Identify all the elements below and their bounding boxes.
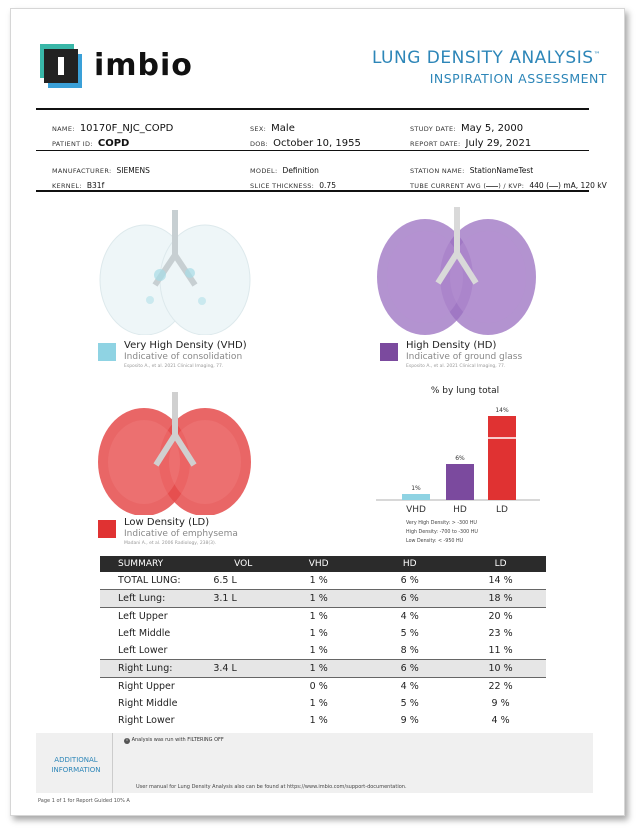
summary-header-hd: HD — [364, 556, 455, 572]
summary-cell: Left Middle — [118, 628, 171, 639]
summary-row — [100, 608, 546, 626]
summary-cell: 9 % — [491, 698, 510, 709]
hd-legend-title: High Density (HD) — [406, 340, 497, 351]
summary-cell: 4 % — [491, 715, 510, 726]
density-bar-chart — [370, 400, 570, 550]
summary-row — [100, 625, 546, 642]
summary-cell: 1 % — [273, 590, 364, 608]
summary-cell: Left Lung: — [100, 590, 213, 608]
study-date-row: STUDY DATE: May 5, 2000 — [410, 123, 524, 134]
summary-header-vol: VOL — [213, 556, 273, 572]
summary-cell: 1 % — [309, 698, 328, 709]
hd-legend-swatch — [380, 343, 398, 361]
manual-note: User manual for Lung Density Analysis also can be found at https://www.imbio.com/support-documentation. — [136, 784, 407, 790]
scan-rule — [36, 190, 589, 192]
vhd-legend-swatch — [98, 343, 116, 361]
summary-cell: 22 % — [488, 681, 513, 692]
summary-cell: 6 % — [364, 660, 455, 678]
ld-lung-image — [92, 390, 257, 515]
summary-cell — [213, 608, 273, 626]
summary-cell: 4 % — [400, 681, 419, 692]
summary-row — [100, 678, 546, 696]
summary-row — [100, 590, 546, 608]
summary-row — [100, 572, 546, 590]
summary-cell: Right Lung: — [100, 660, 213, 678]
summary-cell: 6 % — [364, 590, 455, 608]
summary-cell — [213, 695, 273, 712]
summary-cell: 1 % — [309, 645, 328, 656]
patient-id-row: PATIENT ID: COPD — [52, 138, 130, 149]
patient-dob-row: DOB: October 10, 1955 — [250, 138, 361, 149]
vhd-legend-cite: Esposito A., et al. 2021 Clinical Imaging, 77. — [124, 364, 224, 369]
bar-value-label: 14% — [495, 407, 509, 414]
summary-header-vhd: VHD — [273, 556, 364, 572]
additional-info-label: ADDITIONAL INFORMATION — [51, 756, 101, 774]
summary-cell: 8 % — [400, 645, 419, 656]
patient-name-row: NAME: 10170F_NJC_COPD — [52, 123, 174, 134]
tube-row: TUBE CURRENT AVG ( ) / KVP: 440 ( ) mA, 120 kV — [410, 181, 607, 190]
summary-row — [100, 642, 546, 660]
summary-header-summary: SUMMARY — [100, 556, 213, 572]
hd-lung-image — [370, 205, 540, 335]
summary-table — [100, 556, 546, 729]
summary-cell: 1 % — [309, 575, 328, 586]
imbio-logo-icon — [40, 44, 84, 88]
slice-row: SLICE THICKNESS: 0.75 — [250, 181, 336, 190]
vhd-lung-image — [90, 205, 260, 335]
summary-cell — [213, 712, 273, 729]
summary-cell: 6.5 L — [213, 575, 237, 586]
summary-row — [100, 712, 546, 729]
summary-cell: Right Middle — [118, 698, 178, 709]
summary-cell: 14 % — [488, 575, 513, 586]
filter-note: i Analysis was run with FILTERING OFF — [124, 737, 224, 744]
report-title: LUNG DENSITY ANALYSIS™ — [371, 48, 601, 68]
hd-legend-sub: Indicative of ground glass — [406, 352, 523, 362]
summary-cell — [213, 625, 273, 642]
ld-legend-cite: Madani A., et al. 2006 Radiology, 238(3). — [124, 541, 217, 546]
vhd-legend-title: Very High Density (VHD) — [124, 340, 247, 351]
summary-cell: 1 % — [309, 628, 328, 639]
summary-row — [100, 660, 546, 678]
summary-cell: 5 % — [400, 698, 419, 709]
info-icon: i — [124, 738, 130, 744]
chart-title: % by lung total — [430, 386, 500, 396]
summary-cell: 3.1 L — [213, 590, 273, 608]
chart-note: High Density: -700 to -300 HU — [406, 530, 478, 535]
chart-note: Low Density: < -950 HU — [406, 539, 464, 544]
header-rule — [36, 108, 589, 110]
summary-row — [100, 695, 546, 712]
bar-hd — [446, 464, 474, 500]
bar-category-label: LD — [496, 505, 508, 515]
summary-cell: 4 % — [400, 611, 419, 622]
summary-cell: 18 % — [455, 590, 546, 608]
summary-cell: 0 % — [309, 681, 328, 692]
ld-legend-title: Low Density (LD) — [124, 517, 210, 528]
bar-category-label: VHD — [406, 505, 426, 515]
summary-cell: 1 % — [309, 715, 328, 726]
summary-cell: 9 % — [400, 715, 419, 726]
hd-legend-cite: Esposito A., et al. 2021 Clinical Imaging, 77. — [406, 364, 506, 369]
summary-header-ld: LD — [455, 556, 546, 572]
logo-text: imbio — [94, 48, 193, 83]
ld-legend-sub: Indicative of emphysema — [124, 529, 238, 539]
vhd-legend-sub: Indicative of consolidation — [124, 352, 243, 362]
page-footer: Page 1 of 1 for Report Guided 10% A — [38, 798, 130, 804]
bar-value-label: 1% — [411, 485, 421, 492]
summary-cell: Right Upper — [118, 681, 175, 692]
summary-cell: 20 % — [488, 611, 513, 622]
summary-cell: Left Lower — [118, 645, 168, 656]
patient-sex-row: SEX: Male — [250, 123, 295, 134]
patient-rule — [36, 150, 589, 151]
summary-cell: Left Upper — [118, 611, 168, 622]
additional-info-box — [36, 733, 593, 793]
summary-cell: 1 % — [309, 611, 328, 622]
summary-cell: 10 % — [455, 660, 546, 678]
bar-category-label: HD — [453, 505, 467, 515]
manufacturer-row: MANUFACTURER: SIEMENS — [52, 166, 150, 175]
summary-cell: 23 % — [488, 628, 513, 639]
report-subtitle: INSPIRATION ASSESSMENT — [429, 71, 607, 86]
summary-cell: TOTAL LUNG: — [118, 575, 181, 586]
summary-cell: 3.4 L — [213, 660, 273, 678]
bar-vhd — [402, 494, 430, 500]
bar-value-label: 6% — [455, 455, 465, 462]
report-date-row: REPORT DATE: July 29, 2021 — [410, 138, 532, 149]
summary-cell: 11 % — [488, 645, 513, 656]
additional-info-label-cell — [36, 733, 113, 793]
kernel-row: KERNEL: B31f — [52, 181, 105, 190]
model-row: MODEL: Definition — [250, 166, 319, 175]
summary-cell — [213, 642, 273, 660]
summary-cell: Right Lower — [118, 715, 175, 726]
station-row: STATION NAME: StationNameTest — [410, 166, 534, 175]
summary-cell: 1 % — [273, 660, 364, 678]
chart-note: Very High Density: > -300 HU — [406, 521, 477, 526]
summary-cell: 6 % — [400, 575, 419, 586]
summary-cell — [213, 678, 273, 696]
summary-cell: 5 % — [400, 628, 419, 639]
bar-ld — [488, 416, 516, 500]
ld-legend-swatch — [98, 520, 116, 538]
